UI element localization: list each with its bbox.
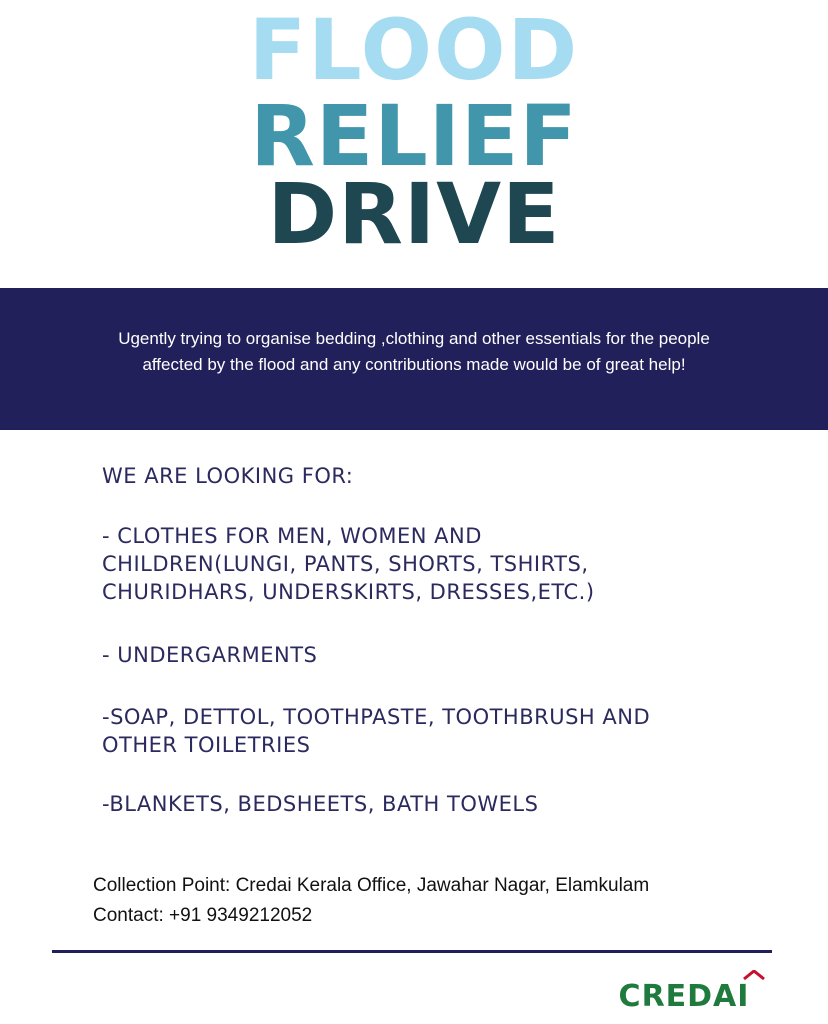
title-drive: DRIVE [267, 165, 561, 263]
appeal-text-line-2: affected by the flood and any contributions made would be of great help! [142, 355, 686, 374]
credai-logo [598, 970, 770, 1010]
title-relief: RELIEF [250, 87, 578, 185]
list-item-line: CHURIDHARS, UNDERSKIRTS, DRESSES,ETC.) [102, 580, 595, 604]
list-item-line: OTHER TOILETRIES [102, 733, 311, 757]
looking-for-heading: WE ARE LOOKING FOR: [102, 464, 354, 488]
logo-wordmark: CREDAI [618, 979, 750, 1010]
contact-phone: Contact: +91 9349212052 [93, 905, 313, 926]
title-flood: FLOOD [248, 1, 580, 99]
list-item-blankets [102, 790, 782, 818]
appeal-banner [0, 288, 828, 430]
appeal-text [40, 326, 788, 378]
list-item-clothes [102, 522, 782, 606]
appeal-text-line-1: Ugently trying to organise bedding ,clothing and other essentials for the people [118, 329, 710, 348]
list-item-toiletries [102, 703, 782, 759]
list-item-line: - CLOTHES FOR MEN, WOMEN AND [102, 524, 482, 548]
list-item-line: -BLANKETS, BEDSHEETS, BATH TOWELS [102, 792, 539, 816]
footer-divider [52, 950, 772, 953]
list-item-line: - UNDERGARMENTS [102, 643, 318, 667]
list-item-line: CHILDREN(LUNGI, PANTS, SHORTS, TSHIRTS, [102, 552, 589, 576]
list-item-undergarments [102, 641, 782, 669]
list-item-line: -SOAP, DETTOL, TOOTHPASTE, TOOTHBRUSH AND [102, 705, 651, 729]
logo-roof-icon [744, 971, 764, 979]
collection-point: Collection Point: Credai Kerala Office, Jawahar Nagar, Elamkulam [93, 875, 650, 896]
